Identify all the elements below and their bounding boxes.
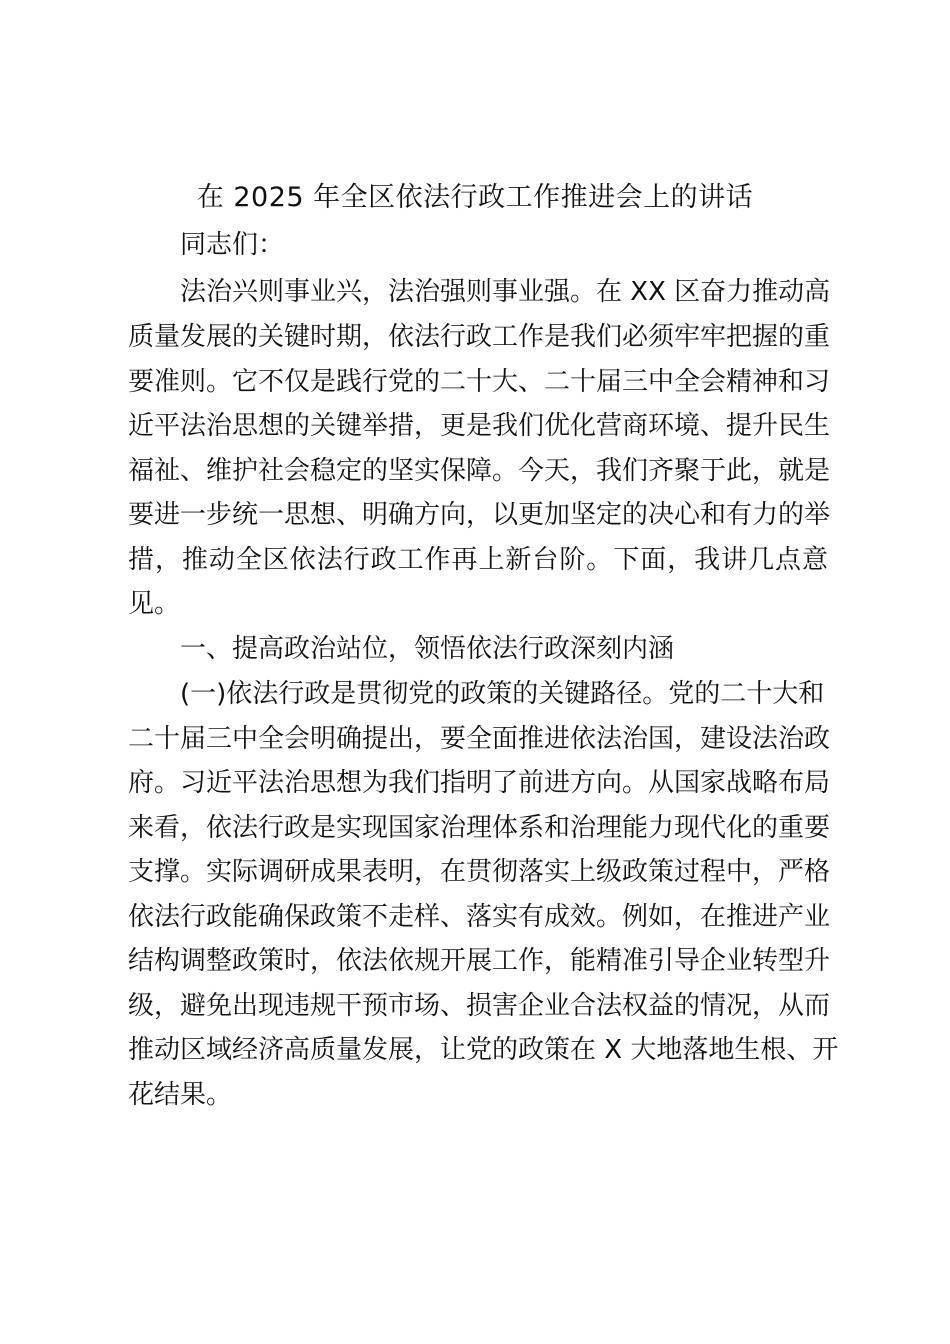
paragraph-line: 花结果。 (128, 1080, 233, 1110)
paragraph-line: 府。习近平法治思想为我们指明了前进方向。从国家战略布局 (128, 768, 831, 798)
paragraph-line: (一)依法行政是贯彻党的政策的关键路径。党的二十大和 (180, 679, 825, 709)
paragraph-line: 福祉、维护社会稳定的坚实保障。今天，我们齐聚于此，就是 (128, 456, 831, 486)
paragraph-line: 措，推动全区依法行政工作再上新台阶。下面，我讲几点意 (128, 545, 828, 575)
section-heading: 一、提高政治站位，领悟依法行政深刻内涵 (180, 634, 675, 664)
paragraph-line: 支撑。实际调研成果表明，在贯彻落实上级政策过程中，严格 (128, 857, 831, 887)
paragraph-line: 推动区域经济高质量发展，让党的政策在 X 大地落地生根、开 (128, 1035, 839, 1065)
paragraph-line: 依法行政能确保政策不走样、落实有成效。例如，在推进产业 (128, 902, 831, 932)
paragraph-line: 二十届三中全会明确提出，要全面推进依法治国，建设法治政 (128, 724, 831, 754)
paragraph-line: 要进一步统一思想、明确方向，以更加坚定的决心和有力的举 (128, 500, 831, 530)
paragraph-line: 来看，依法行政是实现国家治理体系和治理能力现代化的重要 (128, 813, 831, 843)
paragraph-line: 法治兴则事业兴，法治强则事业强。在 XX 区奋力推动高 (180, 277, 831, 307)
paragraph-line: 级，避免出现违规干预市场、损害企业合法权益的情况，从而 (128, 991, 831, 1021)
document-title: 在 2025 年全区依法行政工作推进会上的讲话 (196, 182, 754, 213)
paragraph-line: 近平法治思想的关键举措，更是我们优化营商环境、提升民生 (128, 411, 831, 441)
paragraph-line: 要准则。它不仅是践行党的二十大、二十届三中全会精神和习 (128, 367, 831, 397)
paragraph-line: 见。 (128, 589, 181, 619)
salutation: 同志们： (180, 230, 285, 260)
paragraph-line: 结构调整政策时，依法依规开展工作，能精准引导企业转型升 (128, 946, 831, 976)
paragraph-line: 质量发展的关键时期，依法行政工作是我们必须牢牢把握的重 (128, 322, 831, 352)
